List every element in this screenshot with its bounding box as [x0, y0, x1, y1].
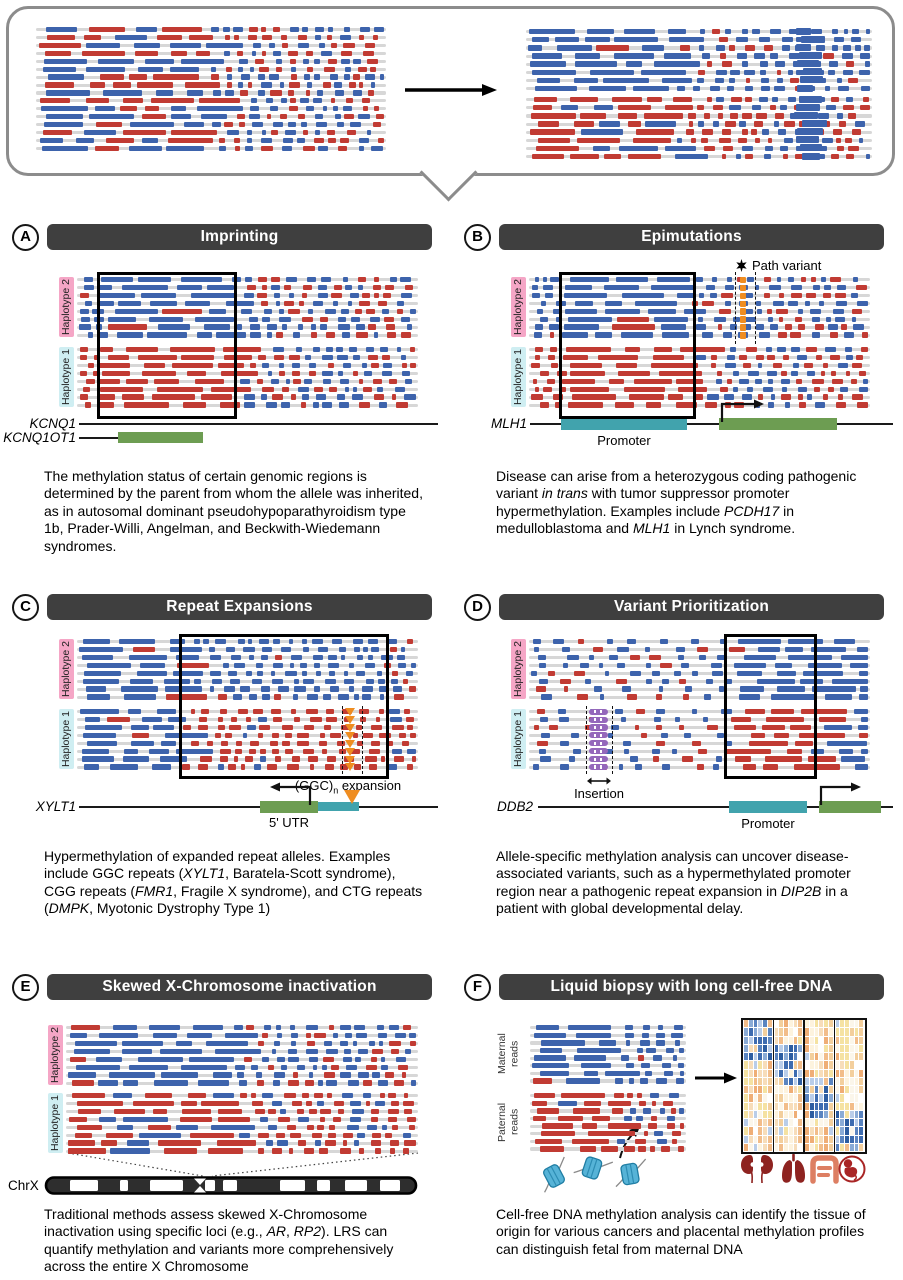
imprinted-region-box [97, 272, 237, 419]
panel-f-title: Liquid biopsy with long cell-free DNA [499, 974, 884, 1000]
read-track-reads-unphased [36, 26, 386, 152]
insertion-extent-arrow-icon [587, 776, 611, 786]
haplotype2-label-panel-a: Haplotype 2 [60, 279, 72, 336]
haplotype1-label-panel-e: Haplotype 1 [49, 1095, 61, 1152]
fetus-icon [840, 1157, 865, 1182]
heatmap-group-divider [803, 1020, 805, 1152]
kcnq1ot1-gene-body [118, 432, 203, 444]
gene-label-xylt1: XYLT1 [35, 799, 76, 814]
read-track-panel-f-maternal-reads [530, 1024, 686, 1085]
panel-c-description: Hypermethylation of expanded repeat alleles. Examples include GGC repeats (XYLT1, Baratela-Scott syndrome), CGG repeats (FMR1, Fragile X syndrome), and CTG repeats (DMPK, Myotonic Dystrophy Type 1) [44, 848, 423, 917]
expansion-label: $(GGC)_n$ expansion [294, 778, 402, 796]
hypermethylated-region-box [724, 634, 817, 779]
utr-label: 5' UTR [268, 815, 310, 830]
panel-a-letter: A [12, 224, 39, 251]
gene-label-mlh1: MLH1 [490, 416, 527, 431]
nucleosome-icon [574, 1152, 613, 1183]
panel-f-letter: F [464, 974, 491, 1001]
path-variant-column [735, 272, 756, 344]
ddb2-promoter-bar [729, 801, 807, 813]
asterisk-icon [735, 259, 748, 272]
panel-b-description: Disease can arise from a heterozygous coding pathogenic variant in trans with tumor suppressor promoter hypermethylation. Examples include PCDH17 in medulloblastoma and MLH1 in Lynch syndrome. [496, 468, 857, 537]
gene-line-kcnq1 [79, 423, 438, 425]
shared-variant-block [797, 60, 818, 67]
haplotype1-label-panel-a: Haplotype 1 [60, 349, 72, 406]
nucleosome-icon [612, 1159, 649, 1187]
maternal-reads-label: Maternal reads [496, 1033, 521, 1075]
panel-f-description: Cell-free DNA methylation analysis can identify the tissue of origin for various cancers and placental methylation profiles can distinguish fetal from maternal DNA [496, 1206, 866, 1257]
phasing-arrow-icon [402, 82, 500, 98]
haplotype1-label-panel-b: Haplotype 1 [512, 349, 524, 406]
read-track-reads-phased-haplotype2 [526, 28, 872, 93]
expansion-triangle-icon [344, 790, 360, 804]
shared-variant-block [796, 28, 812, 35]
lungs-icon [782, 1154, 805, 1183]
gene-label-kcnq1: KCNQ1 [29, 416, 76, 431]
expansion-column [342, 706, 363, 774]
panel-a-title: Imprinting [47, 224, 432, 250]
panel-e-letter: E [12, 974, 39, 1001]
gene-label-ddb2: DDB2 [496, 799, 533, 814]
heatmap-group-divider [773, 1020, 775, 1152]
shared-variant-block [797, 128, 823, 135]
panel-a-description: The methylation status of certain genomic regions is determined by the parent from whom the allele was inherited, as in autosomal dominant pseudohypoparathyroidism type 1b, Prader-Willi, Angelman, and Beckwith-Wiedemann syndromes. [44, 468, 423, 554]
haplotype1-label-panel-c: Haplotype 1 [60, 711, 72, 768]
panel-d-title: Variant Prioritization [499, 594, 884, 620]
shared-variant-block [800, 76, 823, 83]
hypermethylated-promoter-box [559, 272, 696, 419]
shared-variant-block [803, 68, 822, 75]
haplotype1-label-panel-d: Haplotype 1 [512, 711, 524, 768]
shared-variant-block [802, 120, 827, 127]
organ-icons [740, 1152, 868, 1186]
shared-variant-block [796, 136, 819, 143]
chrx-label: ChrX [8, 1178, 39, 1193]
gene-line-kcnq1ot1 [79, 437, 119, 439]
panel-c-letter: C [12, 594, 39, 621]
shared-variant-block [799, 96, 822, 103]
read-track-panel-d-haplotype1-reads [529, 708, 870, 771]
panel-b-title: Epimutations [499, 224, 884, 250]
read-track-reads-phased-haplotype1 [526, 96, 872, 161]
shared-variant-block [796, 104, 819, 111]
read-track-panel-f-paternal-reads [530, 1092, 686, 1153]
panel-b-letter: B [464, 224, 491, 251]
panel-e-title: Skewed X-Chromosome inactivation [47, 974, 432, 1000]
read-track-panel-e-haplotype2-reads [66, 1024, 418, 1087]
shared-variant-block [800, 144, 822, 151]
haplotype2-label-panel-d: Haplotype 2 [512, 641, 524, 698]
promoter-label-b: Promoter [597, 433, 651, 448]
read-track-panel-d-haplotype2-reads [529, 638, 870, 701]
shared-variant-block [802, 153, 820, 160]
nucleosome-icon [538, 1157, 575, 1192]
panel-c-title: Repeat Expansions [47, 594, 432, 620]
gene-label-kcnq1ot1: KCNQ1OT1 [3, 430, 76, 445]
shared-variant-block [797, 85, 813, 92]
shared-variant-block [801, 36, 825, 43]
insertion-label: Insertion [574, 786, 624, 801]
tissue-methylation-heatmap [741, 1018, 867, 1154]
kidneys-icon [741, 1155, 773, 1183]
shared-variant-block [799, 52, 822, 59]
analysis-arrow-icon [692, 1070, 740, 1086]
mlh1-promoter-bar [561, 418, 687, 431]
shared-variant-block [794, 112, 818, 119]
gene-line-xylt1 [79, 806, 438, 808]
chrx-ideogram [44, 1175, 420, 1197]
intestine-icon [813, 1158, 836, 1181]
panel-e-description: Traditional methods assess skewed X-Chromosome inactivation using specific loci (e.g., AR, RP2). LRS can quantify methylation and variants more comprehensively across the entire X Chromosome [44, 1206, 394, 1275]
heatmap-group-divider [834, 1020, 836, 1152]
promoter-label-d: Promoter [741, 816, 795, 831]
transcription-start-arrow-d [813, 779, 865, 807]
haplotype2-label-panel-b: Haplotype 2 [512, 279, 524, 336]
haplotype2-label-panel-e: Haplotype 2 [49, 1027, 61, 1084]
paternal-reads-label: Paternal reads [496, 1102, 521, 1142]
panel-d-description: Allele-specific methylation analysis can uncover disease-associated variants, such as a hypermethylated promoter region near a pathogenic repeat expansion in DIP2B in a patient with global developmental delay. [496, 848, 851, 917]
transcription-start-arrow-b [714, 396, 766, 424]
panel-d-letter: D [464, 594, 491, 621]
insertion-column [586, 706, 613, 774]
shared-variant-block [796, 44, 811, 51]
transcription-start-arrow-c [266, 779, 318, 807]
path-variant-label: Path variant [752, 258, 822, 273]
haplotype2-label-panel-c: Haplotype 2 [60, 641, 72, 698]
read-track-panel-e-haplotype1-reads [66, 1092, 418, 1155]
